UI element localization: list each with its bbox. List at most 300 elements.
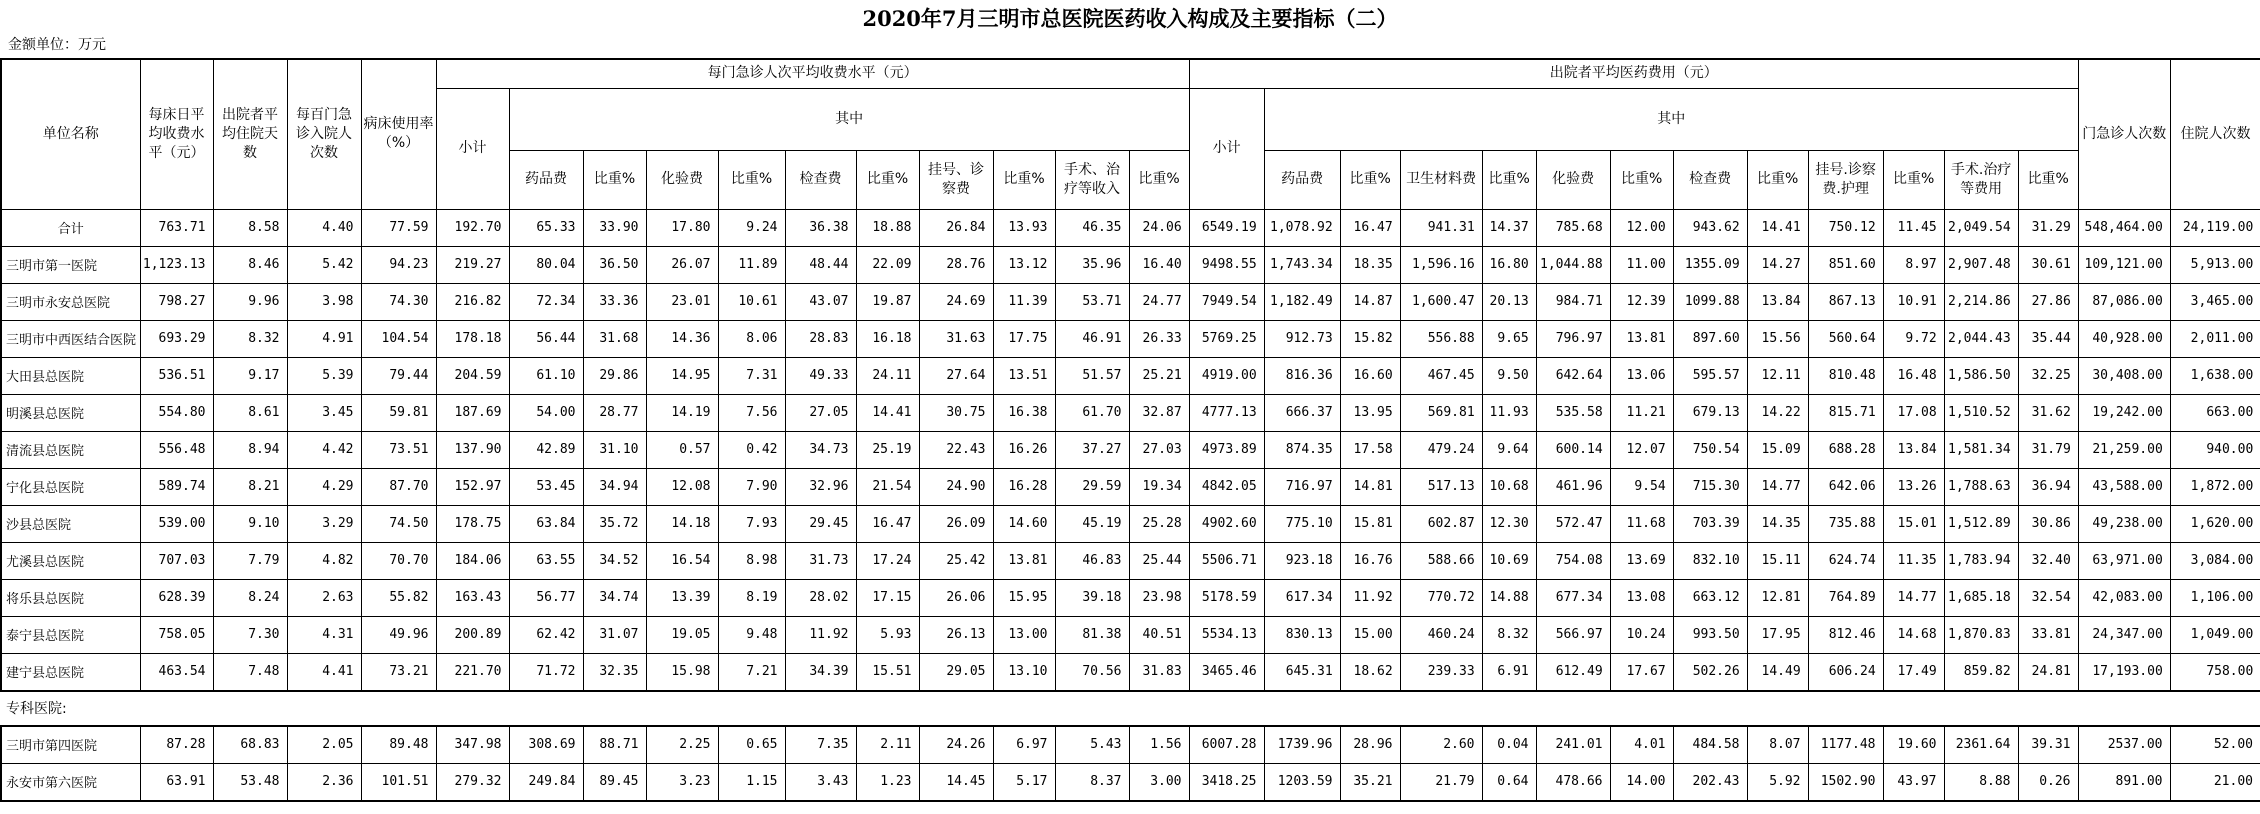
value-cell: 830.13 — [1264, 616, 1340, 653]
value-cell: 163.43 — [436, 579, 509, 616]
value-cell: 20.13 — [1482, 283, 1536, 320]
value-cell: 8.46 — [213, 246, 287, 283]
value-cell: 80.04 — [509, 246, 583, 283]
value-cell: 31.73 — [785, 542, 856, 579]
value-cell: 13.06 — [1610, 357, 1673, 394]
value-cell: 6007.28 — [1189, 726, 1264, 764]
value-cell: 3.23 — [646, 763, 718, 801]
value-cell: 184.06 — [436, 542, 509, 579]
value-cell: 923.18 — [1264, 542, 1340, 579]
value-cell: 3.45 — [287, 394, 361, 431]
value-cell: 43.07 — [785, 283, 856, 320]
value-cell: 24.81 — [2018, 653, 2078, 691]
value-cell: 17.95 — [1747, 616, 1808, 653]
value-cell: 7.90 — [718, 468, 785, 505]
value-cell: 26.07 — [646, 246, 718, 283]
value-cell: 1355.09 — [1673, 246, 1747, 283]
hospital-name-cell: 三明市第四医院 — [1, 726, 140, 764]
value-cell: 31.07 — [583, 616, 646, 653]
value-cell: 0.57 — [646, 431, 718, 468]
value-cell: 859.82 — [1944, 653, 2018, 691]
value-cell: 554.80 — [140, 394, 213, 431]
value-cell: 25.28 — [1129, 505, 1189, 542]
value-cell: 8.32 — [213, 320, 287, 357]
value-cell: 8.94 — [213, 431, 287, 468]
table-row — [1, 505, 2260, 542]
value-cell: 15.98 — [646, 653, 718, 691]
value-cell: 1,600.47 — [1400, 283, 1482, 320]
value-cell: 31.68 — [583, 320, 646, 357]
value-cell: 5506.71 — [1189, 542, 1264, 579]
value-cell: 9.50 — [1482, 357, 1536, 394]
value-cell: 602.87 — [1400, 505, 1482, 542]
value-cell: 249.84 — [509, 763, 583, 801]
value-cell: 539.00 — [140, 505, 213, 542]
value-cell: 460.24 — [1400, 616, 1482, 653]
value-cell: 13.00 — [993, 616, 1055, 653]
value-cell: 34.73 — [785, 431, 856, 468]
sub-col-header: 卫生材料费 — [1400, 150, 1482, 209]
value-cell: 10.24 — [1610, 616, 1673, 653]
value-cell: 4777.13 — [1189, 394, 1264, 431]
value-cell: 775.10 — [1264, 505, 1340, 542]
col-header-stay-days: 出院者平均住院天数 — [213, 59, 287, 209]
value-cell: 23.01 — [646, 283, 718, 320]
hospital-name-cell: 泰宁县总医院 — [1, 616, 140, 653]
value-cell: 216.82 — [436, 283, 509, 320]
value-cell: 31.79 — [2018, 431, 2078, 468]
value-cell: 1,512.89 — [1944, 505, 2018, 542]
value-cell: 0.26 — [2018, 763, 2078, 801]
table-row — [1, 653, 2260, 691]
value-cell: 63.84 — [509, 505, 583, 542]
value-cell: 7949.54 — [1189, 283, 1264, 320]
group-header-outpatient: 每门急诊人次平均收费水平（元） — [436, 59, 1189, 88]
sub-col-header: 比重% — [1482, 150, 1536, 209]
value-cell: 17.15 — [856, 579, 919, 616]
value-cell: 867.13 — [1808, 283, 1883, 320]
sub-col-header: 比重% — [718, 150, 785, 209]
value-cell: 45.19 — [1055, 505, 1129, 542]
value-cell: 12.39 — [1610, 283, 1673, 320]
value-cell: 25.44 — [1129, 542, 1189, 579]
value-cell: 645.31 — [1264, 653, 1340, 691]
value-cell: 15.51 — [856, 653, 919, 691]
value-cell: 24,119.00 — [2170, 209, 2260, 246]
value-cell: 6.97 — [993, 726, 1055, 764]
value-cell: 16.28 — [993, 468, 1055, 505]
value-cell: 152.97 — [436, 468, 509, 505]
value-cell: 832.10 — [1673, 542, 1747, 579]
value-cell: 8.07 — [1747, 726, 1808, 764]
value-cell: 22.09 — [856, 246, 919, 283]
value-cell: 6549.19 — [1189, 209, 1264, 246]
value-cell: 28.76 — [919, 246, 993, 283]
sub-col-header: 比重% — [856, 150, 919, 209]
value-cell: 9.65 — [1482, 320, 1536, 357]
value-cell: 16.54 — [646, 542, 718, 579]
value-cell: 9.96 — [213, 283, 287, 320]
value-cell: 87,086.00 — [2078, 283, 2170, 320]
value-cell: 1,182.49 — [1264, 283, 1340, 320]
value-cell: 8.58 — [213, 209, 287, 246]
value-cell: 8.21 — [213, 468, 287, 505]
value-cell: 17.08 — [1883, 394, 1944, 431]
value-cell: 16.48 — [1883, 357, 1944, 394]
value-cell: 716.97 — [1264, 468, 1340, 505]
group-header-outpatient-among: 其中 — [509, 88, 1189, 150]
value-cell: 1,044.88 — [1536, 246, 1610, 283]
value-cell: 19,242.00 — [2078, 394, 2170, 431]
value-cell: 8.88 — [1944, 763, 2018, 801]
value-cell: 87.70 — [361, 468, 436, 505]
value-cell: 137.90 — [436, 431, 509, 468]
value-cell: 53.45 — [509, 468, 583, 505]
value-cell: 5.17 — [993, 763, 1055, 801]
sub-col-header: 比重% — [583, 150, 646, 209]
value-cell: 566.97 — [1536, 616, 1610, 653]
value-cell: 33.36 — [583, 283, 646, 320]
value-cell: 0.42 — [718, 431, 785, 468]
value-cell: 35.72 — [583, 505, 646, 542]
value-cell: 5178.59 — [1189, 579, 1264, 616]
hospital-name-cell: 三明市中西医结合医院 — [1, 320, 140, 357]
value-cell: 502.26 — [1673, 653, 1747, 691]
value-cell: 63.55 — [509, 542, 583, 579]
table-row — [1, 763, 2260, 801]
value-cell: 40,928.00 — [2078, 320, 2170, 357]
value-cell: 14.77 — [1883, 579, 1944, 616]
value-cell: 241.01 — [1536, 726, 1610, 764]
value-cell: 9.10 — [213, 505, 287, 542]
value-cell: 239.33 — [1400, 653, 1482, 691]
value-cell: 24,347.00 — [2078, 616, 2170, 653]
value-cell: 13.81 — [993, 542, 1055, 579]
value-cell: 16.38 — [993, 394, 1055, 431]
value-cell: 4.29 — [287, 468, 361, 505]
value-cell: 61.10 — [509, 357, 583, 394]
table-row — [1, 468, 2260, 505]
value-cell: 1.15 — [718, 763, 785, 801]
value-cell: 1,743.34 — [1264, 246, 1340, 283]
value-cell: 7.93 — [718, 505, 785, 542]
sub-col-header: 手术.治疗等费用 — [1944, 150, 2018, 209]
value-cell: 556.88 — [1400, 320, 1482, 357]
value-cell: 36.94 — [2018, 468, 2078, 505]
value-cell: 11.45 — [1883, 209, 1944, 246]
sub-col-header: 挂号.诊察费.护理 — [1808, 150, 1883, 209]
value-cell: 5769.25 — [1189, 320, 1264, 357]
value-cell: 25.21 — [1129, 357, 1189, 394]
value-cell: 2.36 — [287, 763, 361, 801]
sub-col-header: 比重% — [993, 150, 1055, 209]
value-cell: 9.48 — [718, 616, 785, 653]
value-cell: 0.65 — [718, 726, 785, 764]
value-cell: 52.00 — [2170, 726, 2260, 764]
value-cell: 758.05 — [140, 616, 213, 653]
value-cell: 49.33 — [785, 357, 856, 394]
value-cell: 13.08 — [1610, 579, 1673, 616]
value-cell: 14.81 — [1340, 468, 1400, 505]
sub-col-header: 药品费 — [1264, 150, 1340, 209]
value-cell: 18.88 — [856, 209, 919, 246]
value-cell: 785.68 — [1536, 209, 1610, 246]
value-cell: 81.38 — [1055, 616, 1129, 653]
value-cell: 79.44 — [361, 357, 436, 394]
unit-note: 金额单位：万元 — [8, 37, 106, 53]
value-cell: 14.27 — [1747, 246, 1808, 283]
value-cell: 2537.00 — [2078, 726, 2170, 764]
value-cell: 0.64 — [1482, 763, 1536, 801]
value-cell: 770.72 — [1400, 579, 1482, 616]
value-cell: 16.26 — [993, 431, 1055, 468]
value-cell: 10.69 — [1482, 542, 1536, 579]
value-cell: 26.13 — [919, 616, 993, 653]
value-cell: 679.13 — [1673, 394, 1747, 431]
value-cell: 19.60 — [1883, 726, 1944, 764]
value-cell: 14.49 — [1747, 653, 1808, 691]
value-cell: 19.05 — [646, 616, 718, 653]
value-cell: 2.25 — [646, 726, 718, 764]
value-cell: 9.64 — [1482, 431, 1536, 468]
value-cell: 556.48 — [140, 431, 213, 468]
value-cell: 612.49 — [1536, 653, 1610, 691]
value-cell: 3465.46 — [1189, 653, 1264, 691]
value-cell: 46.91 — [1055, 320, 1129, 357]
value-cell: 688.28 — [1808, 431, 1883, 468]
value-cell: 3.00 — [1129, 763, 1189, 801]
value-cell: 897.60 — [1673, 320, 1747, 357]
value-cell: 17.75 — [993, 320, 1055, 357]
value-cell: 11.92 — [1340, 579, 1400, 616]
value-cell: 46.83 — [1055, 542, 1129, 579]
value-cell: 14.41 — [856, 394, 919, 431]
value-cell: 18.35 — [1340, 246, 1400, 283]
value-cell: 70.56 — [1055, 653, 1129, 691]
value-cell: 33.90 — [583, 209, 646, 246]
value-cell: 202.43 — [1673, 763, 1747, 801]
value-cell: 2.11 — [856, 726, 919, 764]
value-cell: 1,581.34 — [1944, 431, 2018, 468]
value-cell: 1502.90 — [1808, 763, 1883, 801]
table-row — [1, 283, 2260, 320]
value-cell: 21.79 — [1400, 763, 1482, 801]
value-cell: 12.08 — [646, 468, 718, 505]
value-cell: 32.40 — [2018, 542, 2078, 579]
value-cell: 17.49 — [1883, 653, 1944, 691]
value-cell: 5.93 — [856, 616, 919, 653]
value-cell: 104.54 — [361, 320, 436, 357]
value-cell: 8.24 — [213, 579, 287, 616]
value-cell: 39.31 — [2018, 726, 2078, 764]
value-cell: 14.60 — [993, 505, 1055, 542]
value-cell: 71.72 — [509, 653, 583, 691]
value-cell: 548,464.00 — [2078, 209, 2170, 246]
value-cell: 7.79 — [213, 542, 287, 579]
value-cell: 87.28 — [140, 726, 213, 764]
value-cell: 2.63 — [287, 579, 361, 616]
value-cell: 204.59 — [436, 357, 509, 394]
value-cell: 1,620.00 — [2170, 505, 2260, 542]
value-cell: 89.45 — [583, 763, 646, 801]
value-cell: 13.84 — [1747, 283, 1808, 320]
value-cell: 13.95 — [1340, 394, 1400, 431]
value-cell: 56.44 — [509, 320, 583, 357]
value-cell: 993.50 — [1673, 616, 1747, 653]
value-cell: 4902.60 — [1189, 505, 1264, 542]
value-cell: 17.58 — [1340, 431, 1400, 468]
hospital-name-cell: 沙县总医院 — [1, 505, 140, 542]
value-cell: 30.75 — [919, 394, 993, 431]
value-cell: 24.11 — [856, 357, 919, 394]
value-cell: 46.35 — [1055, 209, 1129, 246]
value-cell: 707.03 — [140, 542, 213, 579]
value-cell: 3,084.00 — [2170, 542, 2260, 579]
value-cell: 11.68 — [1610, 505, 1673, 542]
value-cell: 763.71 — [140, 209, 213, 246]
value-cell: 14.45 — [919, 763, 993, 801]
value-cell: 479.24 — [1400, 431, 1482, 468]
value-cell: 12.11 — [1747, 357, 1808, 394]
value-cell: 735.88 — [1808, 505, 1883, 542]
value-cell: 14.36 — [646, 320, 718, 357]
value-cell: 73.51 — [361, 431, 436, 468]
value-cell: 26.84 — [919, 209, 993, 246]
value-cell: 13.81 — [1610, 320, 1673, 357]
value-cell: 4.31 — [287, 616, 361, 653]
value-cell: 24.69 — [919, 283, 993, 320]
value-cell: 677.34 — [1536, 579, 1610, 616]
value-cell: 308.69 — [509, 726, 583, 764]
value-cell: 27.03 — [1129, 431, 1189, 468]
value-cell: 589.74 — [140, 468, 213, 505]
value-cell: 1,596.16 — [1400, 246, 1482, 283]
value-cell: 19.34 — [1129, 468, 1189, 505]
value-cell: 940.00 — [2170, 431, 2260, 468]
group-header-discharge-among: 其中 — [1264, 88, 2078, 150]
value-cell: 1,872.00 — [2170, 468, 2260, 505]
value-cell: 28.77 — [583, 394, 646, 431]
value-cell: 3.43 — [785, 763, 856, 801]
value-cell: 2,214.86 — [1944, 283, 2018, 320]
value-cell: 23.98 — [1129, 579, 1189, 616]
value-cell: 1177.48 — [1808, 726, 1883, 764]
value-cell: 219.27 — [436, 246, 509, 283]
value-cell: 21.54 — [856, 468, 919, 505]
sub-col-header: 化验费 — [1536, 150, 1610, 209]
value-cell: 891.00 — [2078, 763, 2170, 801]
value-cell: 35.44 — [2018, 320, 2078, 357]
value-cell: 693.29 — [140, 320, 213, 357]
value-cell: 1.56 — [1129, 726, 1189, 764]
value-cell: 13.12 — [993, 246, 1055, 283]
value-cell: 1,788.63 — [1944, 468, 2018, 505]
value-cell: 18.62 — [1340, 653, 1400, 691]
value-cell: 10.61 — [718, 283, 785, 320]
value-cell: 13.69 — [1610, 542, 1673, 579]
value-cell: 11.35 — [1883, 542, 1944, 579]
value-cell: 754.08 — [1536, 542, 1610, 579]
value-cell: 17.80 — [646, 209, 718, 246]
value-cell: 12.07 — [1610, 431, 1673, 468]
value-cell: 9498.55 — [1189, 246, 1264, 283]
value-cell: 12.00 — [1610, 209, 1673, 246]
value-cell: 192.70 — [436, 209, 509, 246]
main-table — [0, 58, 2260, 692]
value-cell: 27.05 — [785, 394, 856, 431]
value-cell: 35.96 — [1055, 246, 1129, 283]
value-cell: 3418.25 — [1189, 763, 1264, 801]
value-cell: 24.06 — [1129, 209, 1189, 246]
value-cell: 21.00 — [2170, 763, 2260, 801]
value-cell: 347.98 — [436, 726, 509, 764]
value-cell: 666.37 — [1264, 394, 1340, 431]
value-cell: 715.30 — [1673, 468, 1747, 505]
table-row — [1, 579, 2260, 616]
value-cell: 29.59 — [1055, 468, 1129, 505]
hospital-name-cell: 永安市第六医院 — [1, 763, 140, 801]
value-cell: 3.29 — [287, 505, 361, 542]
value-cell: 463.54 — [140, 653, 213, 691]
value-cell: 5.92 — [1747, 763, 1808, 801]
value-cell: 49.96 — [361, 616, 436, 653]
group-header-discharge: 出院者平均医药费用（元） — [1189, 59, 2078, 88]
value-cell: 14.77 — [1747, 468, 1808, 505]
value-cell: 874.35 — [1264, 431, 1340, 468]
value-cell: 8.98 — [718, 542, 785, 579]
value-cell: 16.18 — [856, 320, 919, 357]
value-cell: 31.62 — [2018, 394, 2078, 431]
value-cell: 17.24 — [856, 542, 919, 579]
value-cell: 56.77 — [509, 579, 583, 616]
value-cell: 8.19 — [718, 579, 785, 616]
value-cell: 6.91 — [1482, 653, 1536, 691]
value-cell: 0.04 — [1482, 726, 1536, 764]
value-cell: 30.86 — [2018, 505, 2078, 542]
value-cell: 30,408.00 — [2078, 357, 2170, 394]
value-cell: 34.39 — [785, 653, 856, 691]
value-cell: 484.58 — [1673, 726, 1747, 764]
value-cell: 663.12 — [1673, 579, 1747, 616]
value-cell: 595.57 — [1673, 357, 1747, 394]
value-cell: 17,193.00 — [2078, 653, 2170, 691]
value-cell: 11.00 — [1610, 246, 1673, 283]
value-cell: 4973.89 — [1189, 431, 1264, 468]
value-cell: 1,685.18 — [1944, 579, 2018, 616]
value-cell: 24.26 — [919, 726, 993, 764]
value-cell: 36.50 — [583, 246, 646, 283]
value-cell: 51.57 — [1055, 357, 1129, 394]
value-cell: 4.42 — [287, 431, 361, 468]
value-cell: 88.71 — [583, 726, 646, 764]
value-cell: 11.93 — [1482, 394, 1536, 431]
value-cell: 798.27 — [140, 283, 213, 320]
value-cell: 14.87 — [1340, 283, 1400, 320]
value-cell: 27.64 — [919, 357, 993, 394]
value-cell: 12.30 — [1482, 505, 1536, 542]
value-cell: 109,121.00 — [2078, 246, 2170, 283]
table-row — [1, 542, 2260, 579]
hospital-name-cell: 建宁县总医院 — [1, 653, 140, 691]
value-cell: 14.68 — [1883, 616, 1944, 653]
table-row — [1, 320, 2260, 357]
value-cell: 200.89 — [436, 616, 509, 653]
value-cell: 617.34 — [1264, 579, 1340, 616]
value-cell: 8.97 — [1883, 246, 1944, 283]
page-title: 2020年7月三明市总医院医药收入构成及主要指标（二） — [862, 6, 1398, 31]
value-cell: 54.00 — [509, 394, 583, 431]
hospital-name-cell: 明溪县总医院 — [1, 394, 140, 431]
